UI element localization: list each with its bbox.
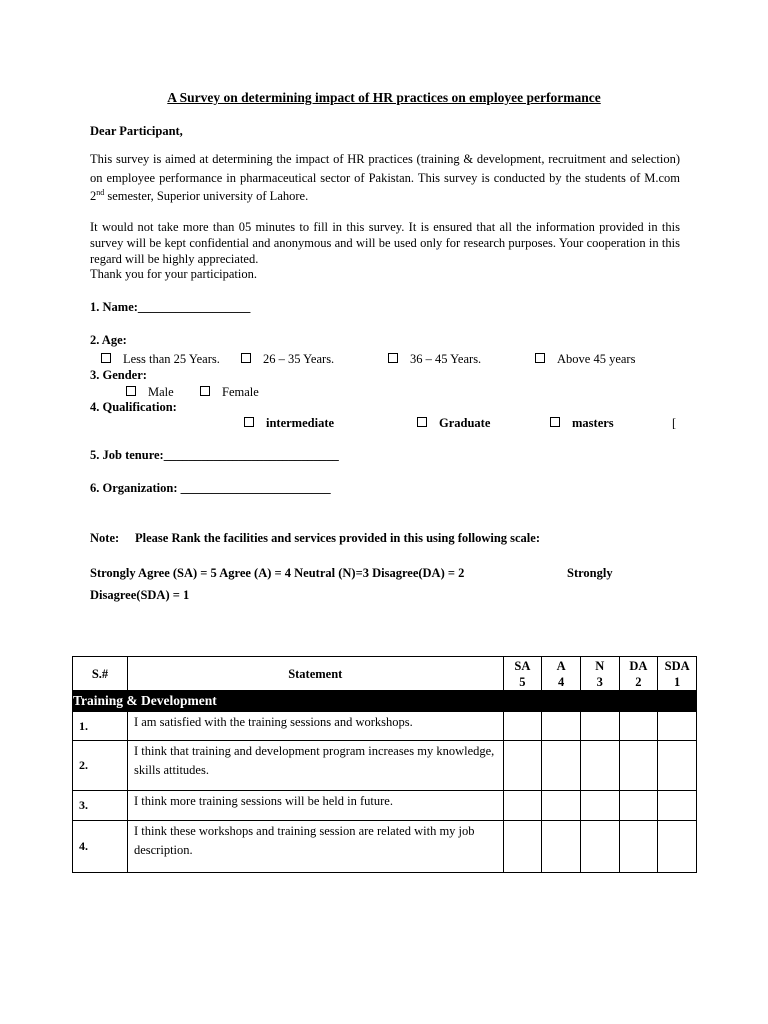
intro-paragraph-2: It would not take more than 05 minutes to fill in this survey. It is ensured that all the information provided in this survey will be kept confidential and anonymous and will be used only for research purposes. Your cooperation in this regard will be highly appreciated.	[90, 220, 680, 266]
table-row	[73, 791, 697, 821]
header-abbr: N	[595, 658, 605, 673]
age-label: 2. Age:	[90, 333, 127, 347]
scale-legend-line-2: Disagree(SDA) = 1	[90, 588, 190, 602]
survey-table	[72, 656, 697, 873]
rating-cell-a[interactable]	[542, 821, 581, 873]
header-value: 2	[635, 674, 642, 689]
row-number: 3.	[73, 791, 128, 821]
qualification-label: 4. Qualification:	[90, 400, 177, 414]
rating-cell-n[interactable]	[580, 791, 619, 821]
header-a	[542, 657, 581, 691]
row-number: 4.	[73, 821, 128, 873]
qualification-option-label: intermediate	[266, 416, 335, 430]
age-option-label: Above 45 years	[557, 352, 636, 366]
rating-cell-sa[interactable]	[503, 821, 542, 873]
organization-field[interactable]: 6. Organization: ________________________	[90, 481, 331, 495]
rating-cell-a[interactable]	[542, 741, 581, 791]
rating-cell-n[interactable]	[580, 821, 619, 873]
age-option-26-35[interactable]	[241, 352, 334, 367]
intro-p1-text: This survey is aimed at determining the impact of HR practices (training & development, recruitment and selection) on employee performance in pharmaceutical sector of Pakistan. This survey is conducted by the students of M.com 2	[90, 152, 680, 203]
gender-option-female[interactable]	[200, 385, 259, 400]
name-field[interactable]: 1. Name:__________________	[90, 300, 251, 314]
qualification-option-graduate[interactable]	[417, 416, 490, 431]
qualification-option-label: Graduate	[439, 416, 491, 430]
scale-legend-line-1-end: Strongly	[567, 566, 613, 580]
header-statement: Statement	[127, 657, 503, 691]
checkbox-icon[interactable]	[388, 353, 398, 363]
checkbox-icon[interactable]	[101, 353, 111, 363]
rating-cell-sa[interactable]	[503, 791, 542, 821]
header-value: 3	[596, 674, 603, 689]
rating-cell-n[interactable]	[580, 712, 619, 741]
checkbox-icon[interactable]	[550, 417, 560, 427]
rating-cell-sa[interactable]	[503, 741, 542, 791]
gender-label: 3. Gender:	[90, 368, 147, 382]
rating-cell-a[interactable]	[542, 712, 581, 741]
intro-p1-text-end: semester, Superior university of Lahore.	[104, 189, 309, 203]
qualification-option-label: masters	[572, 416, 614, 430]
rating-cell-da[interactable]	[619, 821, 658, 873]
age-option-36-45[interactable]	[388, 352, 481, 367]
section-title: Training & Development	[73, 691, 697, 712]
header-n	[580, 657, 619, 691]
thank-you-text: Thank you for your participation.	[90, 267, 257, 281]
checkbox-icon[interactable]	[535, 353, 545, 363]
table-row	[73, 741, 697, 791]
qualification-cutoff-glyph: [	[672, 416, 677, 430]
checkbox-icon[interactable]	[244, 417, 254, 427]
table-row	[73, 712, 697, 741]
gender-option-label: Male	[148, 385, 174, 399]
row-statement: I think more training sessions will be held in future.	[127, 791, 503, 821]
header-sn: S.#	[73, 657, 128, 691]
header-abbr: SA	[514, 658, 531, 673]
rating-cell-da[interactable]	[619, 741, 658, 791]
header-abbr: A	[556, 658, 566, 673]
rating-cell-da[interactable]	[619, 712, 658, 741]
job-tenure-field[interactable]: 5. Job tenure:____________________________	[90, 448, 339, 462]
survey-title: A Survey on determining impact of HR practices on employee performance	[167, 90, 601, 105]
qualification-option-masters[interactable]	[550, 416, 614, 431]
rating-cell-sa[interactable]	[503, 712, 542, 741]
age-option-above-45[interactable]	[535, 352, 635, 367]
checkbox-icon[interactable]	[126, 386, 136, 396]
row-statement: I am satisfied with the training sessions and workshops.	[127, 712, 503, 741]
table-header-row	[73, 657, 697, 691]
rating-cell-a[interactable]	[542, 791, 581, 821]
checkbox-icon[interactable]	[200, 386, 210, 396]
note-label: Note:	[90, 531, 120, 545]
row-statement: I think these workshops and training session are related with my job description.	[127, 821, 503, 873]
gender-option-label: Female	[222, 385, 259, 399]
rating-cell-sda[interactable]	[658, 791, 697, 821]
row-number: 2.	[73, 741, 128, 791]
header-abbr: SDA	[664, 658, 690, 673]
scale-legend-line-1: Strongly Agree (SA) = 5 Agree (A) = 4 Neutral (N)=3 Disagree(DA) = 2	[90, 566, 465, 580]
header-value: 1	[674, 674, 681, 689]
header-da	[619, 657, 658, 691]
rating-cell-n[interactable]	[580, 741, 619, 791]
checkbox-icon[interactable]	[241, 353, 251, 363]
checkbox-icon[interactable]	[417, 417, 427, 427]
rating-cell-da[interactable]	[619, 791, 658, 821]
header-abbr: DA	[629, 658, 648, 673]
age-option-label: 26 – 35 Years.	[263, 352, 335, 366]
row-number: 1.	[73, 712, 128, 741]
header-sa	[503, 657, 542, 691]
section-header-row	[73, 691, 697, 712]
age-option-label: Less than 25 Years.	[123, 352, 220, 366]
qualification-option-intermediate[interactable]	[244, 416, 334, 431]
header-value: 4	[557, 674, 565, 689]
age-option-under-25[interactable]	[101, 352, 220, 367]
table-row	[73, 821, 697, 873]
header-sda	[658, 657, 697, 691]
rating-cell-sda[interactable]	[658, 821, 697, 873]
greeting: Dear Participant,	[90, 124, 183, 138]
age-option-label: 36 – 45 Years.	[410, 352, 482, 366]
header-value: 5	[519, 674, 526, 689]
row-statement: I think that training and development program increases my knowledge, skills attitudes.	[127, 741, 503, 791]
note-text: Please Rank the facilities and services provided in this using following scale:	[135, 531, 540, 545]
rating-cell-sda[interactable]	[658, 712, 697, 741]
intro-paragraph-1	[90, 150, 680, 206]
intro-p1-superscript: nd	[96, 187, 105, 197]
gender-option-male[interactable]	[126, 385, 174, 400]
rating-cell-sda[interactable]	[658, 741, 697, 791]
